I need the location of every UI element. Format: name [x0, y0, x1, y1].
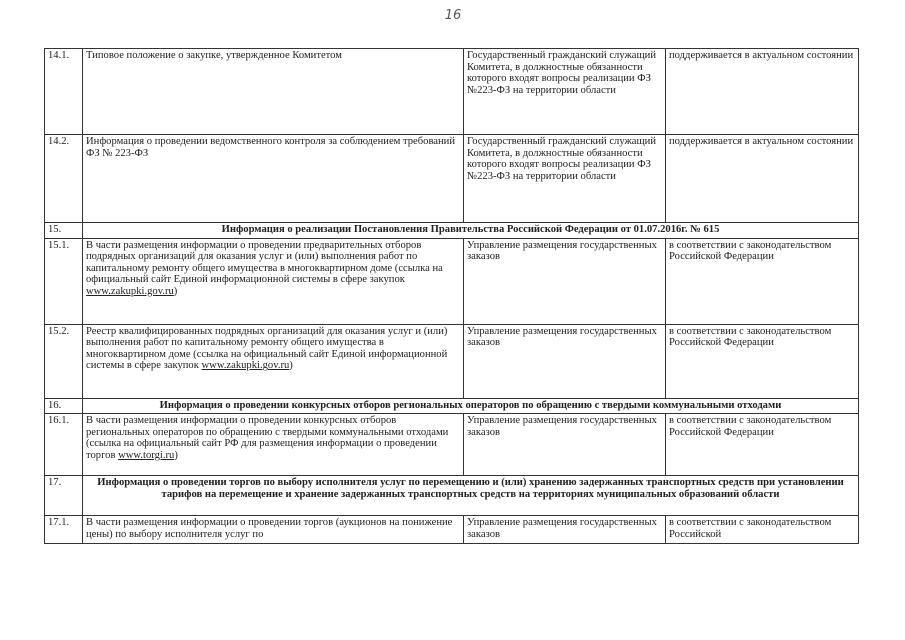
row-description: Информация о проведении ведомственного контроля за соблюдением требований ФЗ № 223-ФЗ: [83, 135, 464, 223]
row-number: 17.1.: [45, 516, 83, 544]
row-number: 14.2.: [45, 135, 83, 223]
table-row: [45, 414, 859, 476]
table-row: [45, 135, 859, 223]
zakupki-link[interactable]: www.zakupki.gov.ru: [201, 360, 290, 372]
row-description: Типовое положение о закупке, утвержденное Комитетом: [83, 49, 464, 135]
row-deadline: в соответствии с законодательством Российской Федерации: [666, 414, 859, 476]
row-description: [83, 238, 464, 324]
section-title: Информация о реализации Постановления Правительства Российской Федерации от 01.07.2016г. № 615: [83, 223, 859, 239]
row-responsible: Управление размещения государственных заказов: [464, 414, 666, 476]
torgi-link[interactable]: www.torgi.ru: [118, 449, 175, 461]
row-number: 16.1.: [45, 414, 83, 476]
page-number: 16: [444, 8, 462, 23]
section-number: 15.: [45, 223, 83, 239]
row-responsible: Государственный гражданский служащий Комитета, в должностные обязанности которого входят вопросы реализации ФЗ №223-ФЗ на территории области: [464, 135, 666, 223]
section-number: 16.: [45, 398, 83, 414]
section-row: [45, 398, 859, 414]
row-deadline: в соответствии с законодательством Российской Федерации: [666, 238, 859, 324]
row-deadline: в соответствии с законодательством Российской Федерации: [666, 324, 859, 398]
section-row: [45, 476, 859, 516]
row-responsible: Государственный гражданский служащий Комитета, в должностные обязанности которого входят вопросы реализации ФЗ №223-ФЗ на территории области: [464, 49, 666, 135]
description-end: ): [289, 360, 293, 372]
description-end: ): [174, 449, 178, 461]
row-responsible: Управление размещения государственных заказов: [464, 324, 666, 398]
table-row: [45, 238, 859, 324]
description-text: В части размещения информации о проведении предварительных отборов подрядных организаций для оказания услуг и (или) выполнения работ по капитальному ремонту общего имущества в многоквартирном доме (ссылка на официальный сайт Единой информационной системы в сфере закупок: [86, 239, 443, 286]
description-text: В части размещения информации о проведении конкурсных отборов региональных операторов по обращению с твердыми коммунальными отходами (ссылка на официальный сайт РФ для размещения информации о проведении торгов: [86, 415, 449, 461]
row-responsible: Управление размещения государственных заказов: [464, 516, 666, 544]
section-title: Информация о проведении конкурсных отборов региональных операторов по обращению с твердыми коммунальными отходами: [83, 398, 859, 414]
row-deadline: поддерживается в актуальном состоянии: [666, 49, 859, 135]
row-description: [83, 324, 464, 398]
row-deadline: в соответствии с законодательством Российской: [666, 516, 859, 544]
information-table: [44, 48, 859, 544]
table-row: [45, 516, 859, 544]
table-row: [45, 49, 859, 135]
section-row: [45, 223, 859, 239]
row-description: В части размещения информации о проведении торгов (аукционов на понижение цены) по выбору исполнителя услуг по: [83, 516, 464, 544]
row-number: 15.1.: [45, 238, 83, 324]
row-deadline: поддерживается в актуальном состоянии: [666, 135, 859, 223]
zakupki-link[interactable]: www.zakupki.gov.ru: [86, 285, 174, 297]
description-text: Реестр квалифицированных подрядных организаций для оказания услуг и (или) выполнения работ по капитальному ремонту общего имущества в многоквартирном доме (ссылка на официальный сайт Единой информационной системы в сфере закупок: [86, 325, 448, 372]
row-description: [83, 414, 464, 476]
section-title: Информация о проведении торгов по выбору исполнителя услуг по перемещению и (или) хранению задержанных транспортных средств при установлении тарифов на перемещение и хранение задержанных транспортных средств на территориях муниципальных образований области: [83, 476, 859, 516]
table-row: [45, 324, 859, 398]
row-number: 14.1.: [45, 49, 83, 135]
row-responsible: Управление размещения государственных заказов: [464, 238, 666, 324]
section-number: 17.: [45, 476, 83, 516]
description-end: ): [173, 285, 178, 297]
row-number: 15.2.: [45, 324, 83, 398]
